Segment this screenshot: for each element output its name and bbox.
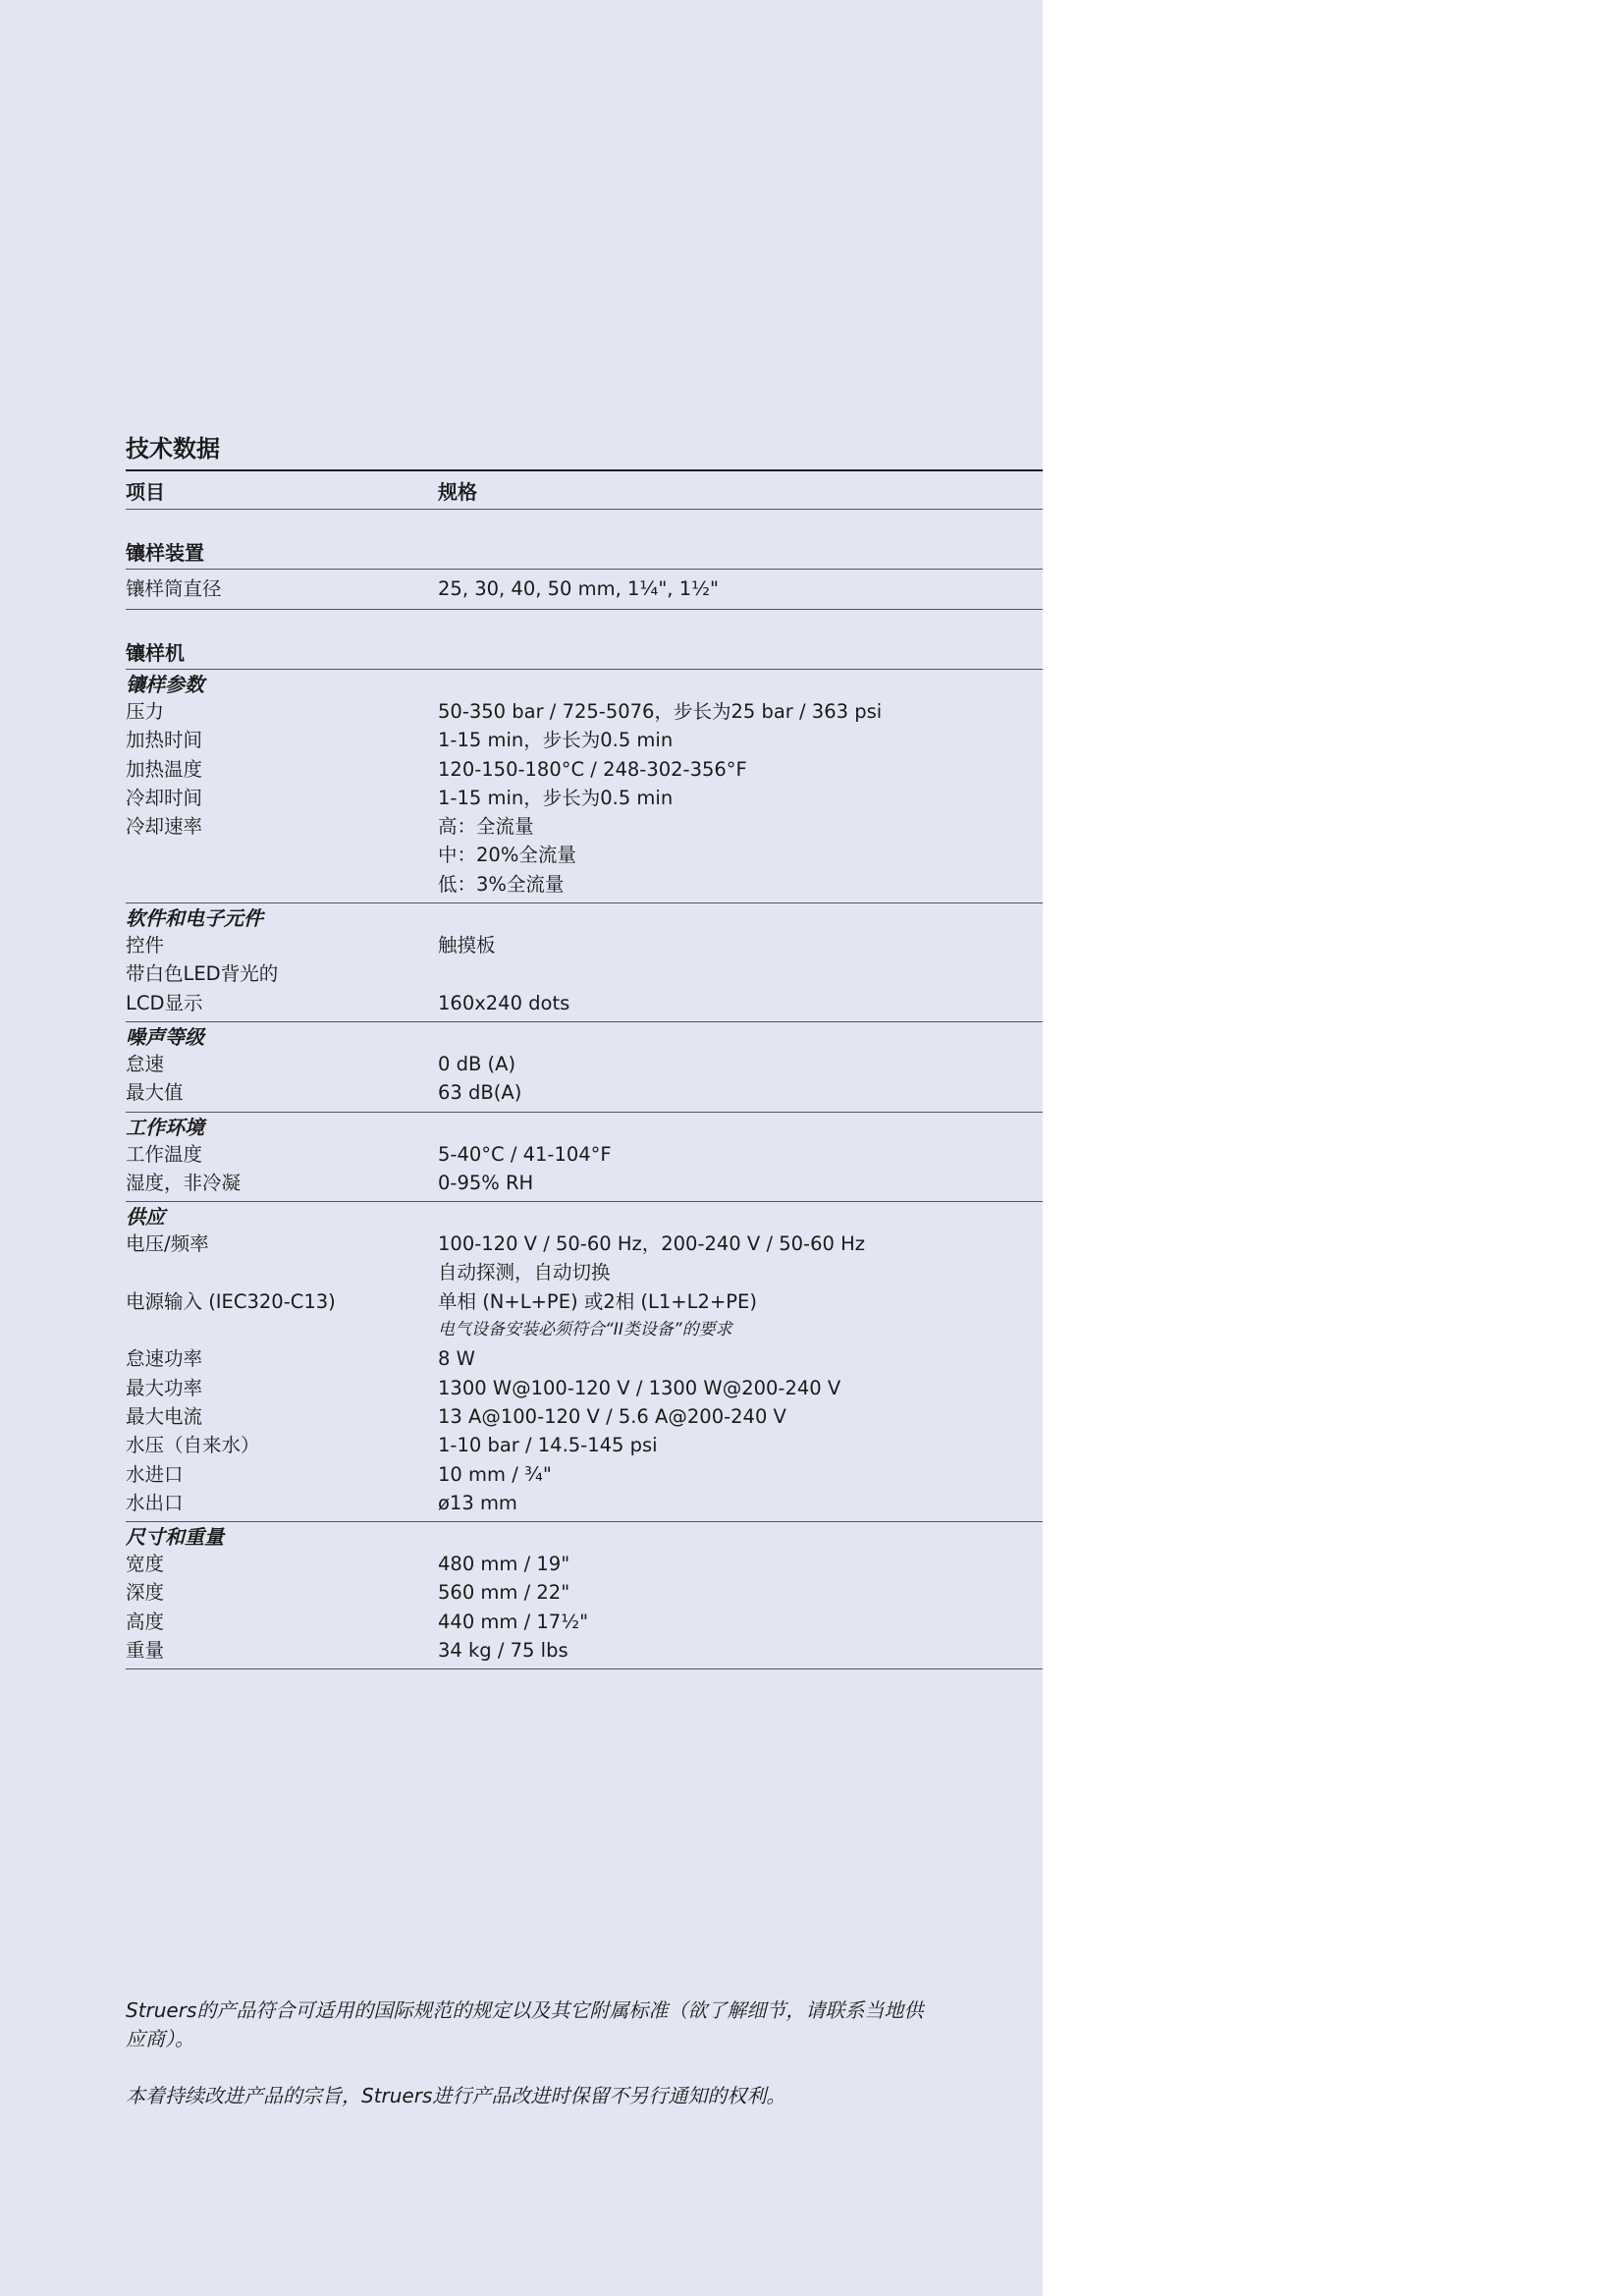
footer-improvement-note: 本着持续改进产品的宗旨，Struers进行产品改进时保留不另行通知的权利。 xyxy=(126,2084,786,2107)
section-title-mounting-press: 镶样机 xyxy=(126,631,1043,670)
row-value: 0-95% RH xyxy=(438,1171,534,1194)
row-label: 宽度 xyxy=(126,1553,165,1576)
footer-notes xyxy=(126,1996,931,2139)
row-value: 25, 30, 40, 50 mm, 1¼", 1½" xyxy=(438,577,719,601)
row-value xyxy=(438,959,1043,988)
row-label: 怠速功率 xyxy=(126,1347,203,1371)
row-value-line: 100-120 V / 50-60 Hz，200-240 V / 50-60 Hz xyxy=(438,1232,865,1256)
row-label: 加热时间 xyxy=(126,729,203,752)
row-label: 水进口 xyxy=(126,1462,184,1486)
section-title-dimensions: 尺寸和重量 xyxy=(126,1525,224,1550)
section-software xyxy=(126,903,1043,1022)
row-value: 触摸板 xyxy=(438,934,496,957)
row-value: 10 mm / ¾" xyxy=(438,1462,552,1486)
table-row xyxy=(126,989,1043,1017)
row-value: 1-15 min，步长为0.5 min xyxy=(438,786,674,809)
row-value: 1-15 min，步长为0.5 min xyxy=(438,729,674,752)
header-item: 项目 xyxy=(126,479,165,504)
row-value-line: 低：3%全流量 xyxy=(438,872,565,896)
section-title-mounting-unit: 镶样装置 xyxy=(126,531,1043,570)
table-row xyxy=(126,1550,1043,1578)
section-supply xyxy=(126,1202,1043,1522)
table-row xyxy=(126,1608,1043,1636)
table-row xyxy=(126,784,1043,812)
row-value: 560 mm / 22" xyxy=(438,1581,570,1605)
row-label: 压力 xyxy=(126,700,165,723)
row-label: 水压（自来水） xyxy=(126,1434,260,1457)
table-row xyxy=(126,1230,1043,1287)
row-label: 带白色LED背光的 xyxy=(126,962,279,986)
header-spec: 规格 xyxy=(438,479,477,504)
row-label: 控件 xyxy=(126,934,165,957)
table-row xyxy=(126,1344,1043,1373)
section-title-mounting-params: 镶样参数 xyxy=(126,673,204,696)
section-title-supply: 供应 xyxy=(126,1205,165,1230)
table-row xyxy=(126,1460,1043,1489)
table-row xyxy=(126,1050,1043,1078)
row-value: 0 dB (A) xyxy=(438,1052,516,1075)
table-row xyxy=(126,959,1043,988)
table-row xyxy=(126,1287,1043,1345)
row-label: 加热温度 xyxy=(126,757,203,781)
row-value: 50-350 bar / 725-5076，步长为25 bar / 363 psi xyxy=(438,700,883,723)
row-value: 34 kg / 75 lbs xyxy=(438,1639,568,1663)
row-label: 最大电流 xyxy=(126,1404,203,1428)
row-value xyxy=(438,1287,1043,1345)
footer-compliance-note: Struers的产品符合可适用的国际规范的规定以及其它附属标准（欲了解细节，请联系当地供应商）。 xyxy=(126,1998,924,2050)
table-row xyxy=(126,812,1043,899)
row-value-line: 中：20%全流量 xyxy=(438,844,576,867)
row-label: 电压/频率 xyxy=(126,1232,209,1256)
table-row xyxy=(126,755,1043,784)
row-value xyxy=(438,1230,1043,1287)
row-value: 120-150-180°C / 248-302-356°F xyxy=(438,757,747,781)
row-label: 最大值 xyxy=(126,1081,184,1105)
row-label: 冷却时间 xyxy=(126,786,203,809)
section-environment xyxy=(126,1113,1043,1203)
row-value: 1300 W@100-120 V / 1300 W@200-240 V xyxy=(438,1376,841,1399)
table-row xyxy=(126,1402,1043,1431)
row-label: 高度 xyxy=(126,1610,165,1633)
row-label: LCD显示 xyxy=(126,991,203,1014)
table-row xyxy=(126,1169,1043,1197)
row-value: 160x240 dots xyxy=(438,991,570,1014)
table-header xyxy=(126,469,1043,510)
table-row xyxy=(126,1374,1043,1402)
row-label: 怠速 xyxy=(126,1052,165,1075)
row-value: 8 W xyxy=(438,1347,475,1371)
page-title: 技术数据 xyxy=(126,435,220,463)
row-label: 水出口 xyxy=(126,1491,184,1514)
row-value: 480 mm / 19" xyxy=(438,1553,570,1576)
row-value-line: 高：全流量 xyxy=(438,815,534,839)
table-row xyxy=(126,570,1043,610)
section-dimensions xyxy=(126,1522,1043,1669)
section-mounting-params xyxy=(126,670,1043,903)
row-value: 63 dB(A) xyxy=(438,1081,522,1105)
row-label: 最大功率 xyxy=(126,1376,203,1399)
row-label: 电源输入 (IEC320-C13) xyxy=(126,1289,336,1313)
row-label: 深度 xyxy=(126,1581,165,1605)
row-label: 工作温度 xyxy=(126,1142,203,1166)
section-title-environment: 工作环境 xyxy=(126,1115,204,1139)
row-value: 1-10 bar / 14.5-145 psi xyxy=(438,1434,658,1457)
row-label: 镶样筒直径 xyxy=(126,577,222,601)
row-value-line: 自动探测，自动切换 xyxy=(438,1261,611,1285)
table-row xyxy=(126,697,1043,726)
table-row xyxy=(126,1489,1043,1517)
section-title-software: 软件和电子元件 xyxy=(126,906,263,931)
tech-data-table xyxy=(126,428,1043,1669)
table-row xyxy=(126,726,1043,754)
section-noise xyxy=(126,1022,1043,1113)
row-value: ø13 mm xyxy=(438,1491,517,1514)
row-value: 440 mm / 17½" xyxy=(438,1610,589,1633)
table-row xyxy=(126,1578,1043,1607)
row-label: 湿度，非冷凝 xyxy=(126,1171,242,1194)
row-value xyxy=(438,812,1043,899)
row-label: 重量 xyxy=(126,1639,165,1663)
section-title-noise: 噪声等级 xyxy=(126,1024,204,1049)
row-value-line: 单相 (N+L+PE) 或2相 (L1+L2+PE) xyxy=(438,1289,757,1313)
table-row xyxy=(126,1078,1043,1107)
row-label: 冷却速率 xyxy=(126,815,203,839)
table-row xyxy=(126,1431,1043,1459)
row-value: 5-40°C / 41-104°F xyxy=(438,1142,612,1166)
row-value: 13 A@100-120 V / 5.6 A@200-240 V xyxy=(438,1404,786,1428)
table-row xyxy=(126,1140,1043,1169)
table-row xyxy=(126,1636,1043,1665)
row-note: 电气设备安装必须符合“II类设备”的要求 xyxy=(438,1320,732,1340)
table-row xyxy=(126,931,1043,959)
